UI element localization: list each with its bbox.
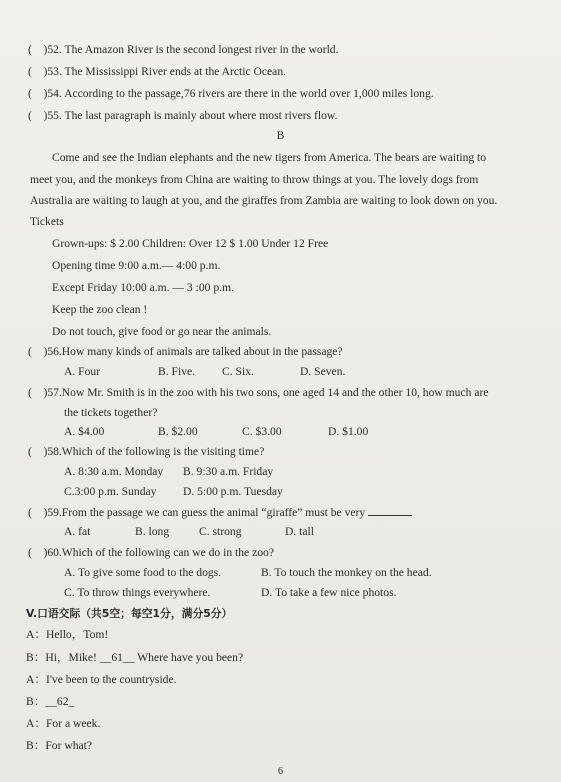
dialogue-line-5: A：For a week. bbox=[26, 717, 101, 730]
passage-line-3: Australia are waiting to laugh at you, and the giraffes from Zambia are waiting to look down on you. bbox=[30, 194, 498, 207]
question-57-continued: the tickets together? bbox=[64, 406, 158, 419]
option: C. Six. bbox=[222, 365, 254, 378]
option: A. $4.00 bbox=[64, 425, 105, 438]
option: D. Seven. bbox=[300, 365, 346, 378]
question-54: ( )54. According to the passage,76 rivers are there in the world over 1,000 miles long. bbox=[28, 87, 434, 100]
option: A. To give some food to the dogs. bbox=[64, 566, 222, 579]
option: A. fat bbox=[64, 525, 91, 538]
option: A. Four bbox=[64, 365, 101, 378]
passage-line-1: Come and see the Indian elephants and the new tigers from America. The bears are waiting to bbox=[52, 151, 487, 164]
question-58-options-row2 bbox=[64, 484, 283, 499]
question-57: ( )57.Now Mr. Smith is in the zoo with his two sons, one aged 14 and the other 10, how much are bbox=[28, 386, 489, 399]
tickets-opening-time: Opening time 9:00 a.m.— 4:00 p.m. bbox=[52, 259, 221, 272]
dialogue-line-3: A：I've been to the countryside. bbox=[26, 673, 177, 686]
question-53: ( )53. The Mississippi River ends at the Arctic Ocean. bbox=[28, 65, 287, 78]
question-60-options-row1 bbox=[64, 565, 432, 580]
option: D. 5:00 p.m. Tuesday bbox=[183, 485, 283, 498]
passage-line-2: meet you, and the monkeys from China are waiting to throw things at you. The lovely dogs from bbox=[30, 173, 479, 186]
option: C.3:00 p.m. Sunday bbox=[64, 485, 157, 498]
answer-blank bbox=[368, 504, 412, 516]
option: C. To throw things everywhere. bbox=[64, 586, 211, 599]
option: A. 8:30 a.m. Monday bbox=[64, 465, 164, 478]
dialogue-line-4: B：__62_ bbox=[26, 695, 75, 708]
section-v-title: V.口语交际（共5空；每空1分，满分5分） bbox=[26, 607, 233, 620]
section-b-label: B bbox=[276, 129, 285, 142]
tickets-rule-clean: Keep the zoo clean ! bbox=[52, 303, 148, 316]
option: C. $3.00 bbox=[242, 425, 282, 438]
question-59-options bbox=[64, 524, 314, 539]
question-57-options bbox=[64, 424, 368, 439]
option: D. tall bbox=[285, 525, 314, 538]
question-52: ( )52. The Amazon River is the second longest river in the world. bbox=[28, 43, 339, 56]
option: D. $1.00 bbox=[328, 425, 369, 438]
dialogue-line-6: B：For what? bbox=[26, 739, 93, 752]
option: B. $2.00 bbox=[158, 425, 198, 438]
tickets-title: Tickets bbox=[30, 215, 64, 228]
question-58-options-row1 bbox=[64, 464, 273, 479]
option: B. To touch the monkey on the head. bbox=[261, 566, 432, 579]
question-58: ( )58.Which of the following is the visiting time? bbox=[28, 445, 265, 458]
question-55: ( )55. The last paragraph is mainly about where most rivers flow. bbox=[28, 109, 338, 122]
question-56: ( )56.How many kinds of animals are talked about in the passage? bbox=[28, 345, 343, 358]
question-59 bbox=[28, 504, 412, 520]
dialogue-line-1: A：Hello，Tom! bbox=[26, 628, 109, 641]
option: D. To take a few nice photos. bbox=[261, 586, 397, 599]
question-60: ( )60.Which of the following can we do in the zoo? bbox=[28, 546, 274, 559]
option: B. 9:30 a.m. Friday bbox=[183, 465, 274, 478]
tickets-prices: Grown-ups: $ 2.00 Children: Over 12 $ 1.00 Under 12 Free bbox=[52, 237, 329, 250]
page-number: 6 bbox=[278, 766, 283, 777]
question-56-options bbox=[64, 364, 345, 379]
option: C. strong bbox=[199, 525, 242, 538]
tickets-friday-time: Except Friday 10:00 a.m. — 3 :00 p.m. bbox=[52, 281, 234, 294]
question-59-stem: ( )59.From the passage we can guess the animal “giraffe” must be very bbox=[28, 506, 366, 519]
option: B. Five. bbox=[158, 365, 196, 378]
dialogue-line-2: B：Hi，Mike! __61__ Where have you been? bbox=[26, 651, 244, 664]
tickets-rule-touch: Do not touch, give food or go near the animals. bbox=[52, 325, 272, 338]
option: B. long bbox=[135, 525, 170, 538]
question-60-options-row2 bbox=[64, 585, 397, 600]
